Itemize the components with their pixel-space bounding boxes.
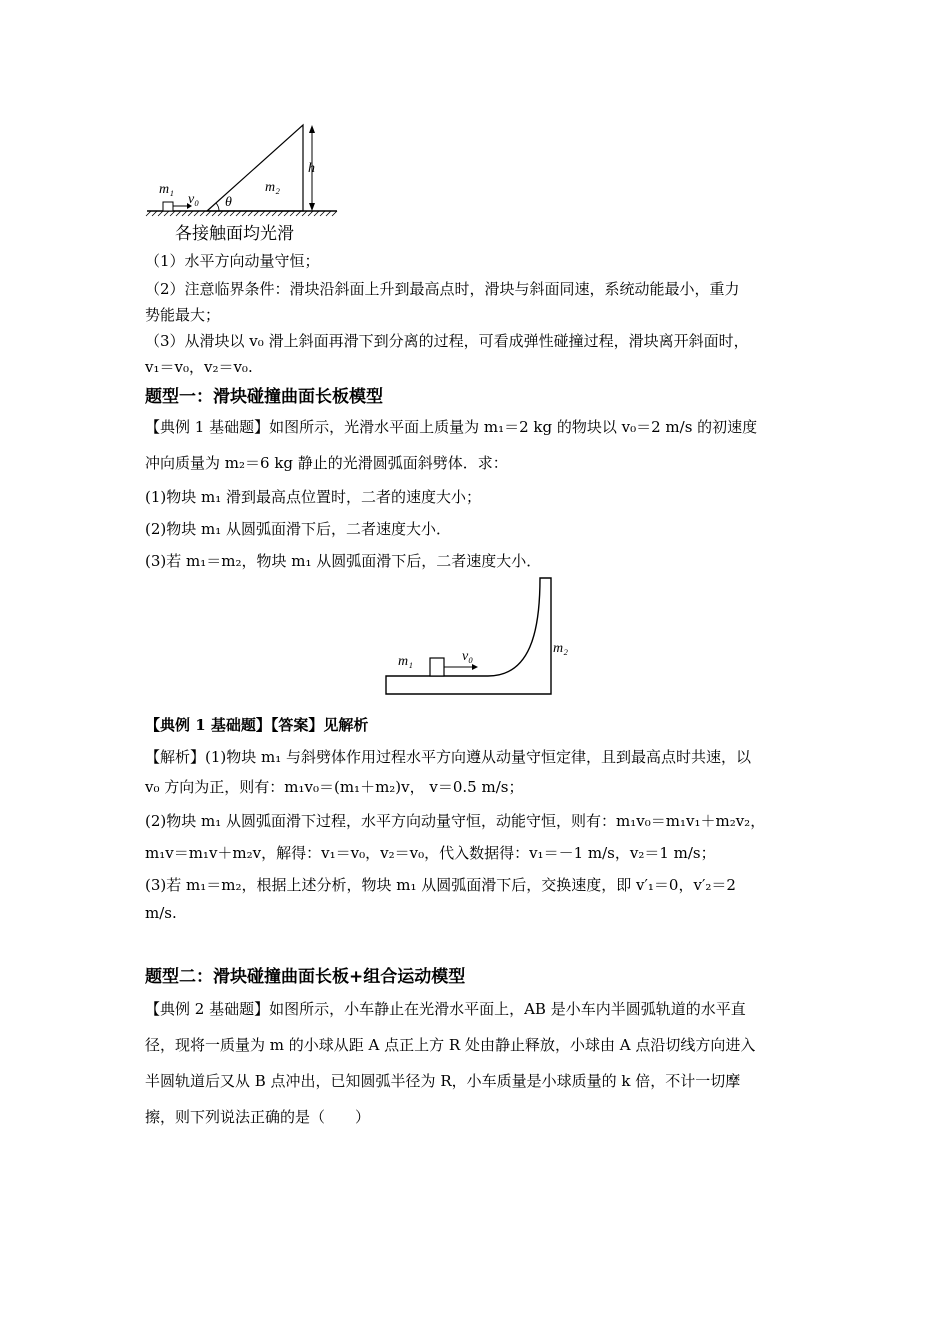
note-1: （1）水平方向动量守恒； [145, 252, 320, 270]
label-v0: v₀ [188, 192, 200, 207]
answer1-line5: (3)若 m₁＝m₂，根据上述分析，物块 m₁ 从圆弧面滑下后，交换速度，即 v′₁＝0，v′₂＝2 [145, 876, 736, 894]
answer1-line6: m/s. [145, 904, 177, 922]
example1-q1: (1)物块 m₁ 滑到最高点位置时，二者的速度大小； [145, 488, 482, 506]
example2-line3: 半圆轨道后又从 B 点冲出，已知圆弧半径为 R，小车质量是小球质量的 k 倍，不计一切摩 [145, 1072, 741, 1090]
velocity-arrow [444, 664, 478, 670]
answer1-header: 【典例 1 基础题】【答案】见解析 [145, 716, 369, 734]
section-title-1: 题型一：滑块碰撞曲面长板模型 [145, 387, 383, 407]
block-m1 [163, 202, 173, 211]
label-theta: θ [225, 195, 232, 210]
example2-line2: 径，现将一质量为 m 的小球从距 A 点正上方 R 处由静止释放，小球由 A 点沿切线方向进入 [145, 1036, 756, 1054]
answer1-line3: (2)物块 m₁ 从圆弧面滑下过程，水平方向动量守恒，动能守恒，则有：m₁v₀＝m₁v₁＋m₂v₂， [145, 812, 766, 830]
example1-q3: (3)若 m₁＝m₂，物块 m₁ 从圆弧面滑下后，二者速度大小． [145, 552, 542, 570]
angle-arc [216, 203, 219, 211]
example2-line4: 擦，则下列说法正确的是（ ） [145, 1108, 371, 1126]
label-v0: v₀ [462, 649, 474, 664]
example1-q2: (2)物块 m₁ 从圆弧面滑下后，二者速度大小． [145, 520, 452, 538]
answer1-line1: 【解析】(1)物块 m₁ 与斜劈体作用过程水平方向遵从动量守恒定律，且到最高点时共速，以 [145, 748, 752, 766]
note-2b: 势能最大； [145, 306, 221, 324]
label-m2: m₂ [265, 180, 280, 195]
answer1-line4: m₁v＝m₁v＋m₂v，解得：v₁＝v₀，v₂＝v₀，代入数据得：v₁＝－1 m/s，v₂＝1 m/s； [145, 844, 716, 862]
curved-wedge-figure [380, 572, 580, 702]
note-3a: （3）从滑块以 v₀ 滑上斜面再滑下到分离的过程，可看成弹性碰撞过程，滑块离开斜面时， [145, 332, 749, 350]
block-m1 [430, 658, 444, 676]
incline-wedge [207, 125, 303, 211]
note-2a: （2）注意临界条件：滑块沿斜面上升到最高点时，滑块与斜面同速，系统动能最小，重力 [145, 280, 740, 298]
label-m1: m₁ [159, 182, 174, 197]
label-m2: m₂ [553, 641, 568, 656]
figure-caption: 各接触面均光滑 [175, 224, 294, 243]
section-title-2: 题型二：滑块碰撞曲面长板+组合运动模型 [145, 967, 466, 987]
note-3b: v₁＝v₀，v₂＝v₀. [145, 358, 253, 376]
curved-wedge [386, 578, 551, 694]
example2-line1: 【典例 2 基础题】如图所示，小车静止在光滑水平面上，AB 是小车内半圆弧轨道的水平直 [145, 1000, 746, 1018]
answer1-line2: v₀ 方向为正，则有：m₁v₀＝(m₁＋m₂)v， v＝0.5 m/s； [145, 778, 524, 796]
ground-line [146, 211, 337, 216]
example1-line1: 【典例 1 基础题】如图所示，光滑水平面上质量为 m₁＝2 kg 的物块以 v₀＝2 m/s 的初速度 [145, 418, 758, 436]
label-m1: m₁ [398, 654, 413, 669]
example1-line2: 冲向质量为 m₂＝6 kg 静止的光滑圆弧面斜劈体．求： [145, 454, 508, 472]
incline-figure [145, 115, 345, 245]
label-h: h [308, 161, 315, 176]
